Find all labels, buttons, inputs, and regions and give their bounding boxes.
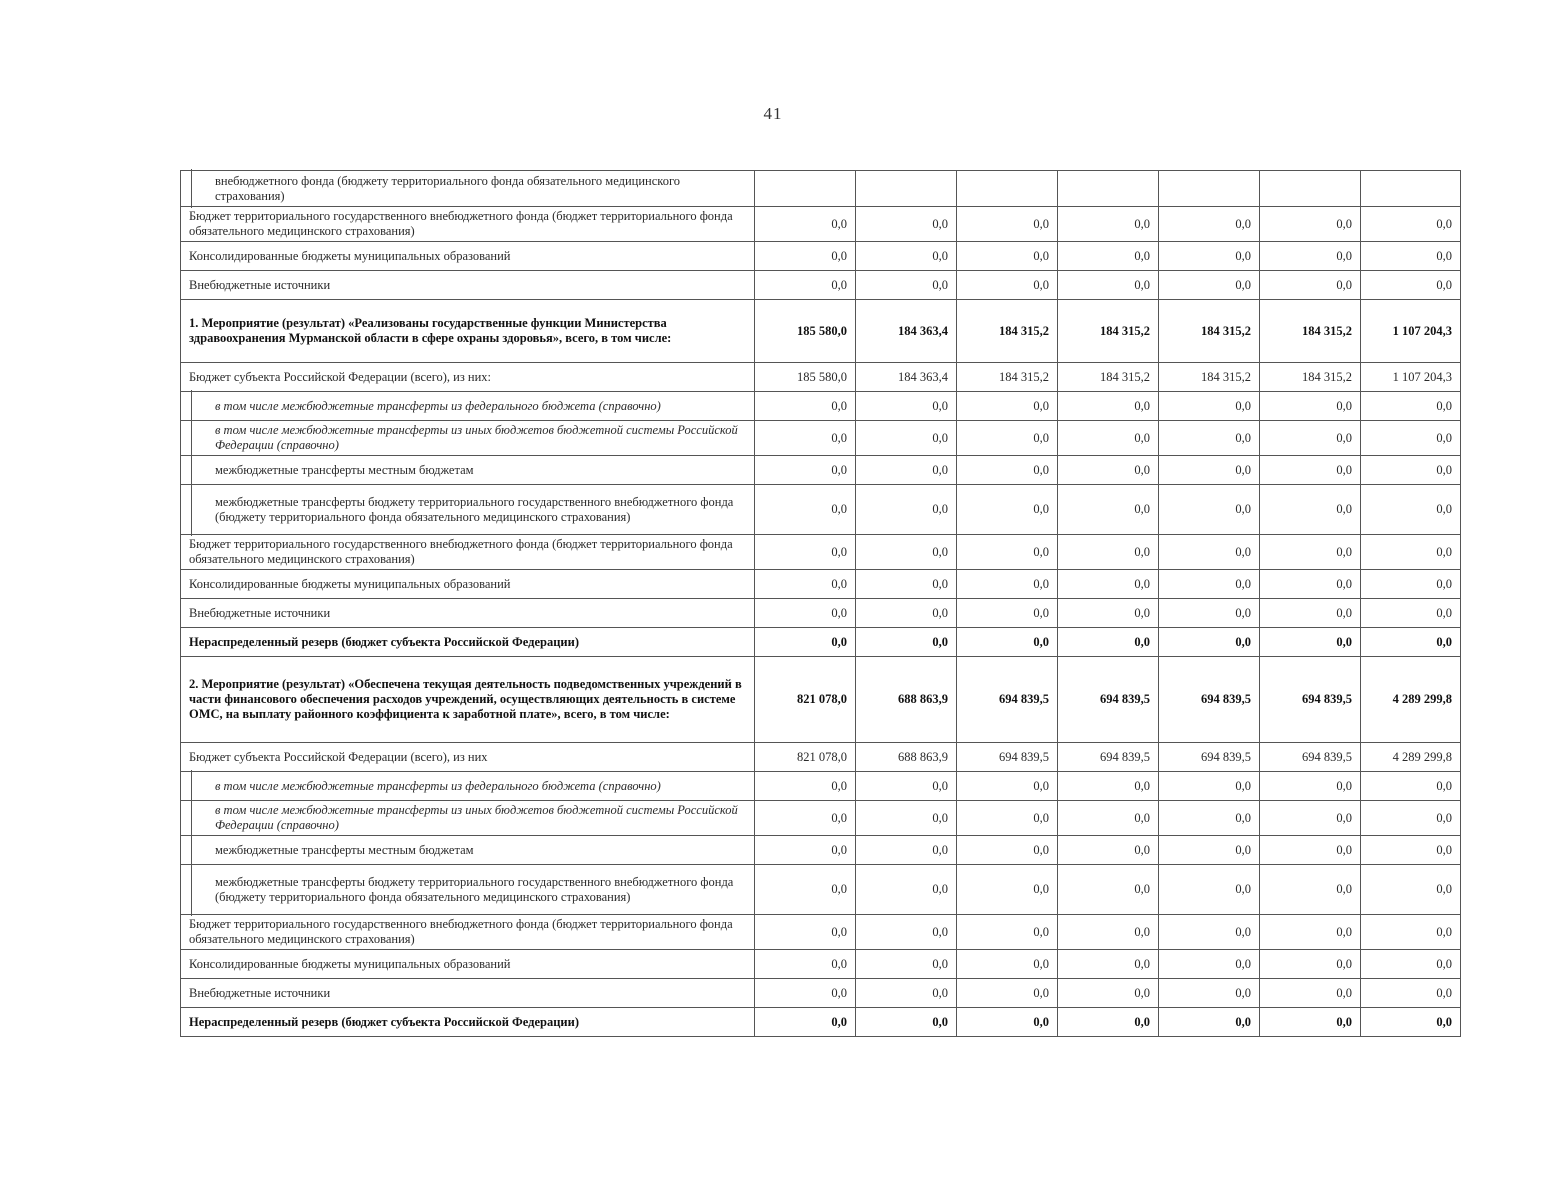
row-value-cell: 0,0 <box>1058 456 1159 485</box>
row-value-cell: 0,0 <box>856 535 957 570</box>
row-value-cell: 0,0 <box>755 915 856 950</box>
row-value-cell: 0,0 <box>755 836 856 865</box>
row-value-cell: 694 839,5 <box>1058 657 1159 743</box>
row-value-cell: 821 078,0 <box>755 657 856 743</box>
row-value-cell <box>856 171 957 207</box>
row-value-cell: 0,0 <box>1361 1008 1461 1037</box>
row-value-cell: 0,0 <box>1159 570 1260 599</box>
row-value-cell: 184 315,2 <box>1058 300 1159 363</box>
row-value-cell: 0,0 <box>1260 456 1361 485</box>
row-description <box>181 392 755 421</box>
table-row <box>181 743 1461 772</box>
row-description-text: Бюджет территориального государственного внебюджетного фонда (бюджет территориального фонда обязательного медицинского страхования) <box>189 209 733 238</box>
table-row <box>181 950 1461 979</box>
row-value-cell <box>1159 171 1260 207</box>
row-value-cell: 0,0 <box>1159 535 1260 570</box>
row-value-cell: 0,0 <box>957 599 1058 628</box>
row-value-cell: 0,0 <box>1159 456 1260 485</box>
row-value-cell: 0,0 <box>1361 485 1461 535</box>
table-row <box>181 1008 1461 1037</box>
row-value-cell: 0,0 <box>856 421 957 456</box>
row-value-cell: 0,0 <box>957 535 1058 570</box>
row-description-text: межбюджетные трансферты бюджету территориального государственного внебюджетного фонда (бюджету территориального фонда обязательного медицинского страхования) <box>215 874 734 904</box>
row-value-cell: 0,0 <box>1058 599 1159 628</box>
row-description <box>181 915 755 950</box>
row-value-cell: 0,0 <box>1260 801 1361 836</box>
row-value-cell: 0,0 <box>755 242 856 271</box>
row-value-cell: 0,0 <box>1260 207 1361 242</box>
row-description <box>181 271 755 300</box>
row-value-cell <box>1058 171 1159 207</box>
row-description <box>181 421 755 456</box>
row-value-cell <box>755 171 856 207</box>
row-value-cell: 184 315,2 <box>1058 363 1159 392</box>
row-value-cell: 0,0 <box>755 271 856 300</box>
row-description <box>181 535 755 570</box>
table-row <box>181 271 1461 300</box>
table-row <box>181 801 1461 836</box>
row-value-cell: 0,0 <box>1159 865 1260 915</box>
row-description-text: Нераспределенный резерв (бюджет субъекта Российской Федерации) <box>189 634 579 649</box>
row-description <box>181 171 755 207</box>
row-value-cell: 0,0 <box>1159 979 1260 1008</box>
row-value-cell: 694 839,5 <box>957 743 1058 772</box>
table-row <box>181 836 1461 865</box>
page-number: 41 <box>763 104 783 123</box>
row-value-cell: 185 580,0 <box>755 300 856 363</box>
row-value-cell: 0,0 <box>1260 485 1361 535</box>
row-value-cell: 0,0 <box>1260 865 1361 915</box>
row-value-cell: 694 839,5 <box>1058 743 1159 772</box>
row-value-cell: 0,0 <box>1058 836 1159 865</box>
row-description <box>181 207 755 242</box>
row-description <box>181 300 755 363</box>
row-description <box>181 628 755 657</box>
table-row <box>181 535 1461 570</box>
row-description <box>181 242 755 271</box>
row-value-cell: 0,0 <box>1361 207 1461 242</box>
row-value-cell: 0,0 <box>755 535 856 570</box>
table-row <box>181 657 1461 743</box>
row-description <box>181 363 755 392</box>
row-value-cell: 0,0 <box>856 207 957 242</box>
row-value-cell: 0,0 <box>1058 421 1159 456</box>
row-value-cell: 0,0 <box>1159 801 1260 836</box>
row-value-cell: 0,0 <box>1260 271 1361 300</box>
row-description <box>181 772 755 801</box>
table-row <box>181 171 1461 207</box>
budget-table-body <box>181 171 1461 1037</box>
row-value-cell: 184 315,2 <box>957 363 1058 392</box>
row-description <box>181 743 755 772</box>
table-row <box>181 628 1461 657</box>
row-description-text: в том числе межбюджетные трансферты из иных бюджетов бюджетной системы Российской Федерации (справочно) <box>215 423 738 452</box>
row-value-cell: 0,0 <box>1361 456 1461 485</box>
row-value-cell: 0,0 <box>1260 979 1361 1008</box>
table-row <box>181 865 1461 915</box>
row-value-cell: 0,0 <box>856 979 957 1008</box>
row-value-cell: 0,0 <box>957 801 1058 836</box>
row-value-cell <box>957 171 1058 207</box>
row-description-text: внебюджетного фонда (бюджету территориального фонда обязательного медицинского страхования) <box>215 173 681 203</box>
row-value-cell: 0,0 <box>957 207 1058 242</box>
row-value-cell: 0,0 <box>755 570 856 599</box>
row-description-text: межбюджетные трансферты местным бюджетам <box>215 462 474 477</box>
row-value-cell: 0,0 <box>1260 628 1361 657</box>
row-value-cell: 0,0 <box>1361 772 1461 801</box>
row-value-cell: 0,0 <box>957 772 1058 801</box>
row-value-cell: 694 839,5 <box>1260 743 1361 772</box>
row-description-text: 2. Мероприятие (результат) «Обеспечена текущая деятельность подведомственных учреждений в части финансового обеспечения расходов учреждений, осуществляющих деятельность в системе ОМС, на выплату районного коэффициента к заработной плате», всего, в том числе: <box>189 677 742 721</box>
row-value-cell: 0,0 <box>957 570 1058 599</box>
row-value-cell: 0,0 <box>856 392 957 421</box>
row-value-cell: 0,0 <box>755 456 856 485</box>
row-value-cell: 0,0 <box>1058 1008 1159 1037</box>
row-value-cell: 0,0 <box>1361 599 1461 628</box>
row-value-cell: 0,0 <box>1361 865 1461 915</box>
row-value-cell: 0,0 <box>957 628 1058 657</box>
row-value-cell: 0,0 <box>1260 535 1361 570</box>
row-value-cell: 0,0 <box>1159 628 1260 657</box>
row-value-cell: 821 078,0 <box>755 743 856 772</box>
row-description-text: Бюджет территориального государственного внебюджетного фонда (бюджет территориального фонда обязательного медицинского страхования) <box>189 537 733 566</box>
row-description <box>181 657 755 743</box>
row-value-cell: 0,0 <box>1260 836 1361 865</box>
row-value-cell: 0,0 <box>856 271 957 300</box>
row-value-cell: 184 315,2 <box>957 300 1058 363</box>
row-value-cell: 694 839,5 <box>957 657 1058 743</box>
row-value-cell: 0,0 <box>1058 865 1159 915</box>
row-value-cell: 0,0 <box>1159 915 1260 950</box>
row-value-cell: 0,0 <box>1159 421 1260 456</box>
row-value-cell: 0,0 <box>856 628 957 657</box>
row-value-cell: 184 315,2 <box>1159 300 1260 363</box>
row-value-cell: 0,0 <box>755 207 856 242</box>
row-description-text: Бюджет субъекта Российской Федерации (всего), из них <box>189 749 488 764</box>
row-description-text: Внебюджетные источники <box>189 277 331 292</box>
row-value-cell: 0,0 <box>1159 242 1260 271</box>
row-value-cell: 0,0 <box>957 1008 1058 1037</box>
budget-table <box>180 170 1461 1037</box>
row-value-cell: 0,0 <box>755 485 856 535</box>
row-value-cell: 0,0 <box>1260 242 1361 271</box>
row-value-cell: 0,0 <box>1361 628 1461 657</box>
row-value-cell: 0,0 <box>957 865 1058 915</box>
row-value-cell: 0,0 <box>1361 242 1461 271</box>
table-row <box>181 772 1461 801</box>
row-description <box>181 950 755 979</box>
table-row <box>181 599 1461 628</box>
row-value-cell: 0,0 <box>856 865 957 915</box>
row-value-cell: 0,0 <box>1260 392 1361 421</box>
row-value-cell: 0,0 <box>755 599 856 628</box>
row-value-cell: 0,0 <box>755 950 856 979</box>
row-value-cell: 0,0 <box>1361 915 1461 950</box>
table-row <box>181 915 1461 950</box>
row-value-cell: 0,0 <box>1260 421 1361 456</box>
row-value-cell: 0,0 <box>957 456 1058 485</box>
row-description <box>181 599 755 628</box>
row-value-cell <box>1260 171 1361 207</box>
row-description <box>181 836 755 865</box>
row-value-cell: 0,0 <box>957 915 1058 950</box>
row-value-cell: 0,0 <box>1361 950 1461 979</box>
row-value-cell: 0,0 <box>755 772 856 801</box>
row-value-cell: 0,0 <box>1159 950 1260 979</box>
row-value-cell: 0,0 <box>957 392 1058 421</box>
row-value-cell: 0,0 <box>856 772 957 801</box>
row-value-cell: 0,0 <box>755 865 856 915</box>
row-value-cell: 0,0 <box>957 421 1058 456</box>
row-value-cell: 0,0 <box>856 1008 957 1037</box>
table-row <box>181 300 1461 363</box>
row-value-cell: 0,0 <box>1058 485 1159 535</box>
table-row <box>181 570 1461 599</box>
table-row <box>181 207 1461 242</box>
row-description-text: Бюджет субъекта Российской Федерации (всего), из них: <box>189 369 492 384</box>
row-value-cell: 0,0 <box>856 950 957 979</box>
row-value-cell: 0,0 <box>1260 570 1361 599</box>
row-value-cell: 0,0 <box>1058 242 1159 271</box>
row-description-text: Внебюджетные источники <box>189 985 331 1000</box>
row-value-cell: 0,0 <box>1260 915 1361 950</box>
row-value-cell: 184 315,2 <box>1159 363 1260 392</box>
row-value-cell: 0,0 <box>856 456 957 485</box>
row-value-cell: 0,0 <box>1361 535 1461 570</box>
row-value-cell: 185 580,0 <box>755 363 856 392</box>
row-value-cell: 4 289 299,8 <box>1361 743 1461 772</box>
row-value-cell: 0,0 <box>1058 915 1159 950</box>
row-description <box>181 456 755 485</box>
table-row <box>181 979 1461 1008</box>
row-value-cell: 0,0 <box>1361 979 1461 1008</box>
row-value-cell: 0,0 <box>1058 535 1159 570</box>
row-value-cell <box>1361 171 1461 207</box>
table-row <box>181 485 1461 535</box>
row-description-text: 1. Мероприятие (результат) «Реализованы государственные функции Министерства здравоохранения Мурманской области в сфере охраны здоровья», всего, в том числе: <box>189 316 672 345</box>
row-value-cell: 0,0 <box>1159 599 1260 628</box>
row-value-cell: 1 107 204,3 <box>1361 363 1461 392</box>
row-description-text: Внебюджетные источники <box>189 605 331 620</box>
row-description-text: Консолидированные бюджеты муниципальных образований <box>189 576 511 591</box>
row-value-cell: 0,0 <box>1361 570 1461 599</box>
row-value-cell: 0,0 <box>1058 570 1159 599</box>
row-value-cell: 694 839,5 <box>1159 657 1260 743</box>
row-value-cell: 0,0 <box>1058 979 1159 1008</box>
row-value-cell: 0,0 <box>957 242 1058 271</box>
row-value-cell: 0,0 <box>1058 801 1159 836</box>
row-description <box>181 979 755 1008</box>
row-value-cell: 0,0 <box>1159 207 1260 242</box>
row-value-cell: 0,0 <box>755 421 856 456</box>
row-description-text: Консолидированные бюджеты муниципальных образований <box>189 248 511 263</box>
row-value-cell: 0,0 <box>856 801 957 836</box>
table-row <box>181 456 1461 485</box>
row-value-cell: 688 863,9 <box>856 657 957 743</box>
row-value-cell: 184 363,4 <box>856 300 957 363</box>
row-value-cell: 0,0 <box>755 628 856 657</box>
row-value-cell: 0,0 <box>1361 392 1461 421</box>
table-row <box>181 392 1461 421</box>
table-row <box>181 242 1461 271</box>
row-value-cell: 0,0 <box>856 836 957 865</box>
row-description-text: Нераспределенный резерв (бюджет субъекта Российской Федерации) <box>189 1014 579 1029</box>
row-value-cell: 0,0 <box>1361 801 1461 836</box>
row-value-cell: 0,0 <box>957 979 1058 1008</box>
table-row <box>181 363 1461 392</box>
row-value-cell: 1 107 204,3 <box>1361 300 1461 363</box>
row-value-cell: 0,0 <box>856 242 957 271</box>
row-value-cell: 694 839,5 <box>1159 743 1260 772</box>
row-description-text: в том числе межбюджетные трансферты из иных бюджетов бюджетной системы Российской Федерации (справочно) <box>215 803 738 832</box>
row-value-cell: 0,0 <box>957 271 1058 300</box>
row-value-cell: 0,0 <box>755 801 856 836</box>
row-value-cell: 0,0 <box>1159 392 1260 421</box>
row-value-cell: 0,0 <box>1159 836 1260 865</box>
row-value-cell: 688 863,9 <box>856 743 957 772</box>
row-value-cell: 0,0 <box>755 979 856 1008</box>
row-description-text: межбюджетные трансферты местным бюджетам <box>215 842 474 857</box>
row-value-cell: 0,0 <box>856 915 957 950</box>
row-value-cell: 0,0 <box>1058 628 1159 657</box>
row-value-cell: 0,0 <box>957 950 1058 979</box>
row-value-cell: 0,0 <box>856 599 957 628</box>
row-value-cell: 0,0 <box>1260 950 1361 979</box>
row-value-cell: 0,0 <box>1058 392 1159 421</box>
row-description <box>181 570 755 599</box>
row-value-cell: 0,0 <box>1260 599 1361 628</box>
row-value-cell: 0,0 <box>957 485 1058 535</box>
row-description <box>181 485 755 535</box>
row-value-cell: 0,0 <box>1361 421 1461 456</box>
row-value-cell: 0,0 <box>856 570 957 599</box>
row-value-cell: 0,0 <box>1159 772 1260 801</box>
row-value-cell: 0,0 <box>1361 836 1461 865</box>
row-description <box>181 801 755 836</box>
row-value-cell: 184 315,2 <box>1260 300 1361 363</box>
row-value-cell: 4 289 299,8 <box>1361 657 1461 743</box>
row-description-text: межбюджетные трансферты бюджету территориального государственного внебюджетного фонда (бюджету территориального фонда обязательного медицинского страхования) <box>215 494 734 524</box>
row-value-cell: 0,0 <box>856 485 957 535</box>
row-description-text: в том числе межбюджетные трансферты из федерального бюджета (справочно) <box>215 778 661 793</box>
row-value-cell: 0,0 <box>957 836 1058 865</box>
row-value-cell: 0,0 <box>1058 950 1159 979</box>
row-value-cell: 694 839,5 <box>1260 657 1361 743</box>
row-description <box>181 1008 755 1037</box>
row-value-cell: 0,0 <box>755 1008 856 1037</box>
row-value-cell: 0,0 <box>1159 271 1260 300</box>
row-value-cell: 0,0 <box>1058 271 1159 300</box>
row-value-cell: 184 363,4 <box>856 363 957 392</box>
row-value-cell: 184 315,2 <box>1260 363 1361 392</box>
table-row <box>181 421 1461 456</box>
row-description-text: в том числе межбюджетные трансферты из федерального бюджета (справочно) <box>215 398 661 413</box>
row-value-cell: 0,0 <box>1260 1008 1361 1037</box>
row-description <box>181 865 755 915</box>
row-value-cell: 0,0 <box>1058 772 1159 801</box>
row-value-cell: 0,0 <box>1159 485 1260 535</box>
row-description-text: Консолидированные бюджеты муниципальных образований <box>189 956 511 971</box>
row-description-text: Бюджет территориального государственного внебюджетного фонда (бюджет территориального фонда обязательного медицинского страхования) <box>189 917 733 946</box>
row-value-cell: 0,0 <box>1260 772 1361 801</box>
row-value-cell: 0,0 <box>755 392 856 421</box>
row-value-cell: 0,0 <box>1159 1008 1260 1037</box>
row-value-cell: 0,0 <box>1361 271 1461 300</box>
row-value-cell: 0,0 <box>1058 207 1159 242</box>
